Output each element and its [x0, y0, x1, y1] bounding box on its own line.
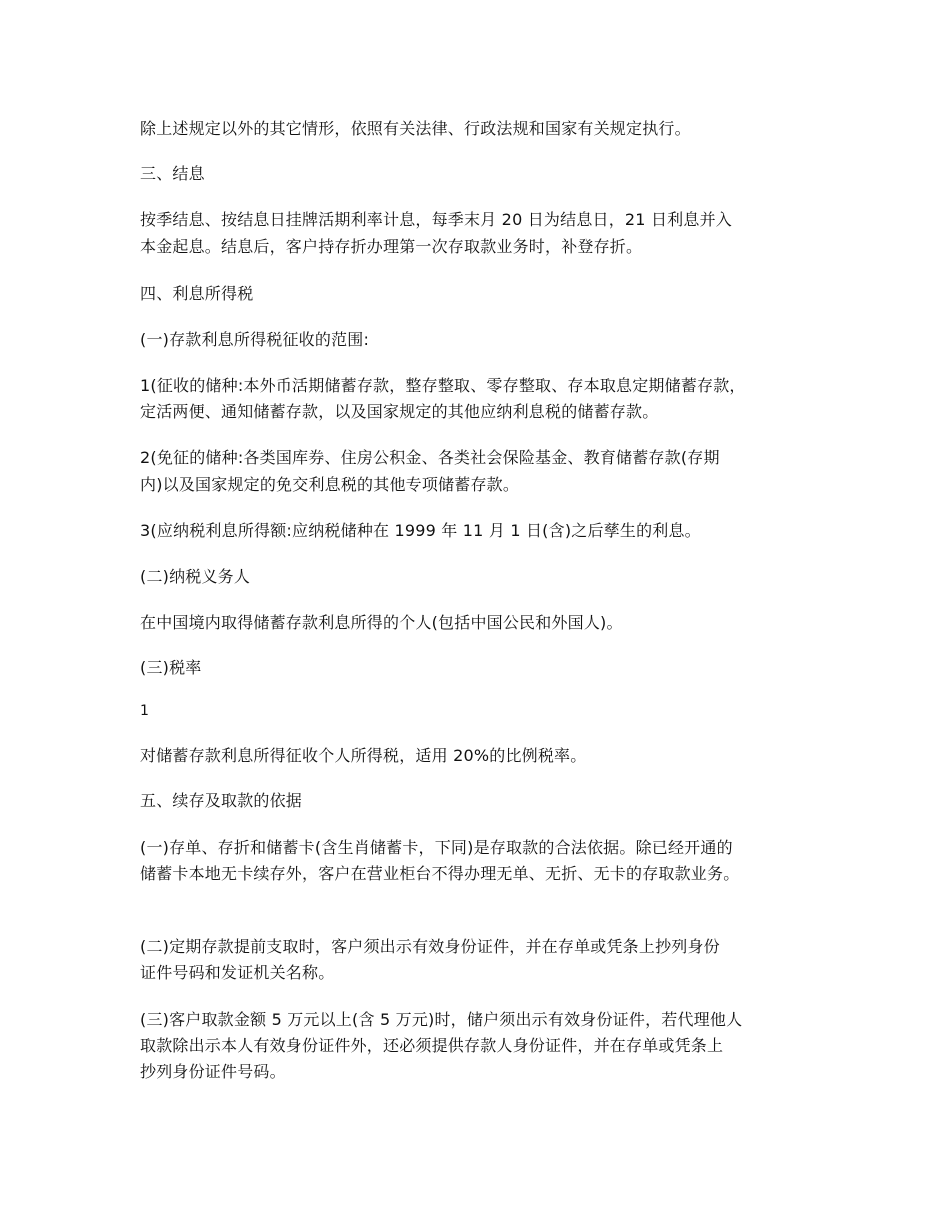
text-line: 2(免征的储种:各类国库券、住房公积金、各类社会保险基金、教育储蓄存款(存期	[140, 448, 720, 467]
page-number: 1	[140, 703, 150, 719]
text-line: (三)客户取款金额 5 万元以上(含 5 万元)时，储户须出示有效身份证件，若代理他人	[140, 1010, 743, 1029]
subsection-heading: (三)税率	[140, 658, 202, 677]
section-heading: 五、续存及取款的依据	[140, 791, 303, 810]
subsection-heading: (二)纳税义务人	[140, 567, 251, 586]
text-line: 定活两便、通知储蓄存款，以及国家规定的其他应纳利息税的储蓄存款。	[140, 402, 659, 421]
text-line: 1(征收的储种:本外币活期储蓄存款，整存整取、零存整取、存本取息定期储蓄存款，	[140, 376, 746, 395]
text-line: 取款除出示本人有效身份证件外，还必须提供存款人身份证件，并在存单或凭条上	[140, 1036, 724, 1055]
text-line: (二)定期存款提前支取时，客户须出示有效身份证件，并在存单或凭条上抄列身份	[140, 937, 720, 956]
text-line: 3(应纳税利息所得额:应纳税储种在 1999 年 11 月 1 日(含)之后孳生的利息。	[140, 521, 701, 540]
text-line: 内)以及国家规定的免交利息税的其他专项储蓄存款。	[140, 475, 520, 494]
text-line: 在中国境内取得储蓄存款利息所得的个人(包括中国公民和外国人)。	[140, 613, 623, 632]
text-line: 证件号码和发证机关名称。	[140, 963, 335, 982]
text-line: 本金起息。结息后，客户持存折办理第一次存取款业务时，补登存折。	[140, 237, 643, 256]
text-line: 除上述规定以外的其它情形，依照有关法律、行政法规和国家有关规定执行。	[140, 119, 691, 138]
text-line: 对储蓄存款利息所得征收个人所得税，适用 20%的比例税率。	[140, 746, 587, 765]
text-line: 抄列身份证件号码。	[140, 1062, 286, 1081]
text-line: 按季结息、按结息日挂牌活期利率计息，每季末月 20 日为结息日，21 日利息并入	[140, 210, 732, 229]
section-heading: 四、利息所得税	[140, 284, 254, 303]
text-line: (一)存单、存折和储蓄卡(含生肖储蓄卡，下同)是存取款的合法依据。除已经开通的	[140, 838, 733, 857]
subsection-heading: (一)存款利息所得税征收的范围:	[140, 330, 370, 349]
section-heading: 三、结息	[140, 164, 205, 183]
text-line: 储蓄卡本地无卡续存外，客户在营业柜台不得办理无单、无折、无卡的存取款业务。	[140, 864, 740, 883]
